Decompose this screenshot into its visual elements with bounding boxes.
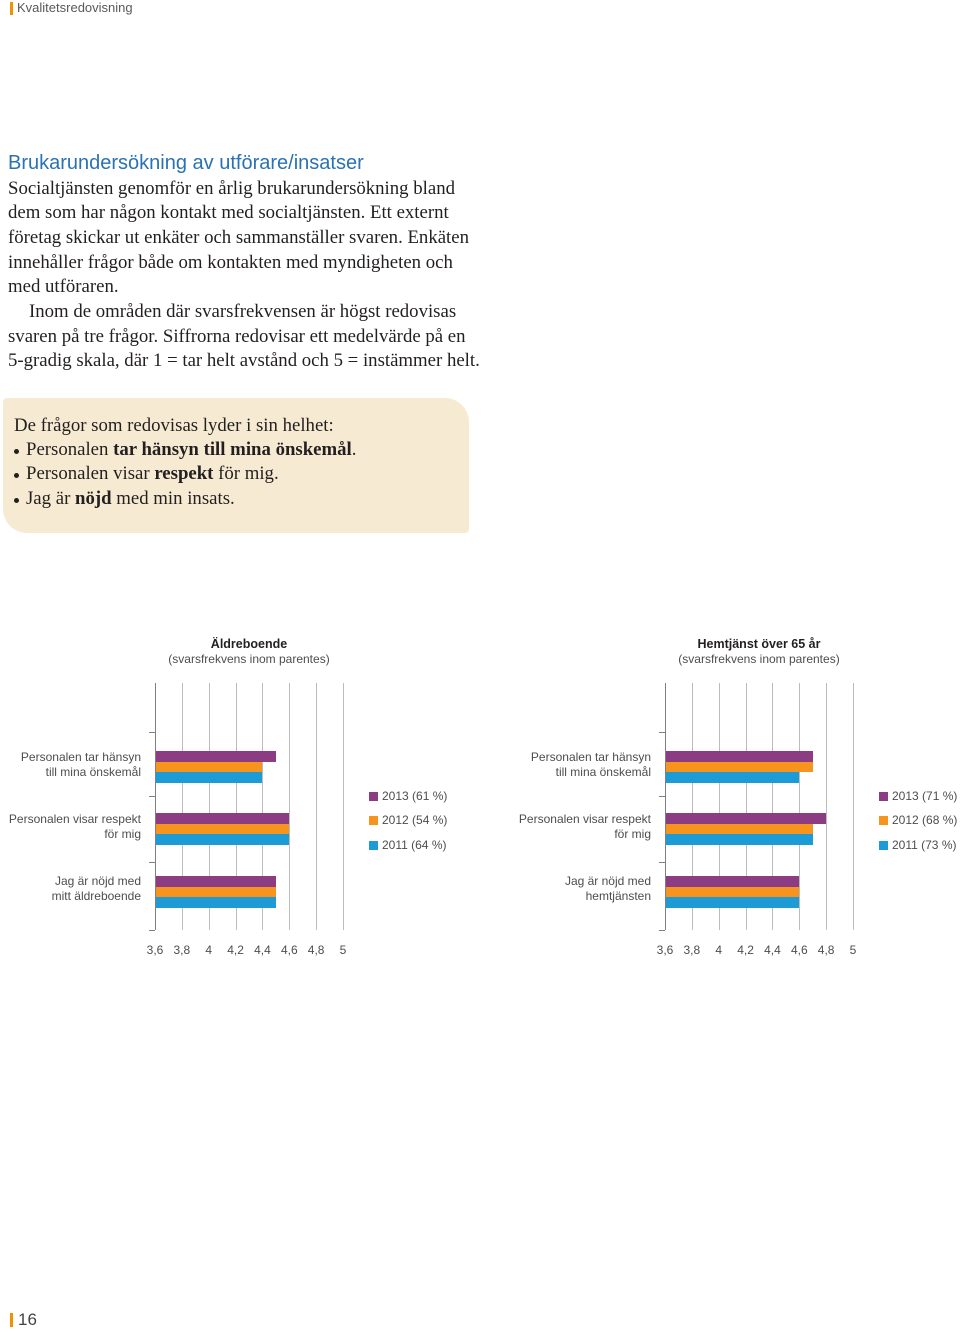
bar-category-2-2012: [155, 824, 289, 834]
legend-label: 2012 (54 %): [382, 813, 448, 828]
info-box-item: [14, 438, 469, 462]
body-text: [8, 177, 480, 375]
body-line: Inom de områden där svarsfrekvensen är högst redovisas: [29, 300, 457, 322]
info-box-item: [14, 462, 469, 486]
gridline: [343, 683, 344, 930]
x-tick-label: 3,8: [173, 943, 191, 957]
legend: [369, 784, 447, 858]
category-label-line: Personalen visar respekt: [518, 811, 651, 826]
chart-hemtjanst: [510, 630, 960, 965]
category-tick-mark: [149, 930, 155, 931]
gridline: [289, 683, 290, 930]
bar-category-3-2013: [665, 876, 799, 887]
category-label-line: Personalen visar respekt: [8, 811, 141, 826]
x-tick-label: 3,8: [683, 943, 701, 957]
legend-label: 2013 (71 %): [892, 788, 958, 803]
bar-category-2-2012: [665, 824, 813, 834]
section-heading: Brukarundersökning av utförare/insatser: [8, 152, 364, 174]
body-line: företag skickar ut enkäter och sammanställer svaren. Enkäten: [8, 226, 469, 248]
running-head: [10, 0, 133, 16]
bar-category-1-2011: [665, 772, 799, 783]
x-tick-label: 5: [849, 943, 857, 957]
bullet-icon: [14, 498, 19, 503]
item-emphasis: nöjd: [75, 487, 112, 509]
body-line: innehåller frågor både om kontakten med myndigheten och: [8, 251, 453, 273]
category-label-line: till mina önskemål: [555, 764, 651, 779]
item-emphasis: respekt: [154, 463, 214, 485]
x-tick-label: 3,6: [656, 943, 674, 957]
legend-item: [369, 808, 447, 833]
x-tick-label: 4,4: [764, 943, 781, 957]
item-text: Jag är: [26, 487, 76, 509]
x-tick-label: 4,8: [307, 943, 325, 957]
legend-label: 2012 (68 %): [892, 813, 958, 828]
x-tick-label: 4,4: [254, 943, 271, 957]
y-axis-line: [155, 683, 156, 930]
legend-swatch: [369, 792, 378, 801]
legend-swatch: [369, 841, 378, 850]
item-text: Personalen visar: [26, 463, 155, 485]
page-number-text: 16: [18, 1310, 37, 1329]
legend-item: [879, 784, 957, 809]
gridline: [826, 683, 827, 930]
bar-category-3-2011: [155, 897, 276, 908]
accent-bar: [10, 1313, 13, 1327]
x-tick-label: 5: [339, 943, 347, 957]
category-label: [0, 750, 141, 780]
x-tick-label: 4,2: [737, 943, 754, 957]
category-label-line: för mig: [614, 826, 651, 841]
bar-category-3-2012: [155, 887, 276, 897]
gridline: [316, 683, 317, 930]
legend-item: [369, 784, 447, 809]
x-tick-label: 4: [205, 943, 213, 957]
bullet-icon: [14, 449, 19, 454]
item-text: .: [351, 438, 357, 460]
body-line: 5-gradig skala, där 1 = tar helt avstånd och 5 = instämmer helt.: [8, 350, 480, 372]
category-label: [0, 874, 141, 904]
info-box-item: [14, 487, 469, 511]
page-number: [10, 1310, 37, 1330]
category-label-line: mitt äldreboende: [51, 888, 141, 903]
legend-label: 2013 (61 %): [382, 788, 448, 803]
bar-category-1-2011: [155, 772, 262, 783]
x-tick-label: 4,8: [817, 943, 835, 957]
chart-subtitle: (svarsfrekvens inom parentes): [168, 652, 330, 666]
category-label-line: Personalen tar hänsyn: [20, 749, 141, 764]
bullet-icon: [14, 473, 19, 478]
info-box: [3, 398, 469, 533]
chart-title: Äldreboende: [210, 637, 288, 651]
legend-item: [369, 833, 447, 858]
category-label: [0, 812, 141, 842]
item-emphasis: tar hänsyn till mina önskemål: [113, 438, 352, 460]
legend-swatch: [879, 816, 888, 825]
bar-category-1-2013: [665, 751, 813, 762]
bar-category-3-2011: [665, 897, 799, 908]
item-text: Personalen: [26, 438, 114, 460]
x-tick-label: 4,6: [790, 943, 808, 957]
category-label-line: Jag är nöjd med: [54, 873, 141, 888]
running-head-text: Kvalitetsredovisning: [17, 0, 133, 15]
plot-area: [656, 683, 857, 957]
bar-category-3-2013: [155, 876, 276, 887]
legend: [879, 784, 957, 858]
plot-area: [146, 683, 347, 957]
category-label-line: hemtjänsten: [585, 888, 651, 903]
category-label: [510, 812, 651, 842]
x-tick-label: 4: [715, 943, 723, 957]
x-tick-label: 4,2: [227, 943, 244, 957]
legend-swatch: [879, 841, 888, 850]
category-label-line: för mig: [104, 826, 141, 841]
bar-category-2-2013: [155, 813, 289, 824]
category-label: [510, 874, 651, 904]
bar-category-2-2011: [155, 834, 289, 845]
legend-swatch: [369, 816, 378, 825]
bar-category-1-2012: [155, 762, 262, 772]
bar-category-2-2013: [665, 813, 826, 824]
body-line: svaren på tre frågor. Siffrorna redovisar ett medelvärde på en: [8, 325, 466, 347]
category-label-line: Jag är nöjd med: [564, 873, 651, 888]
gridline: [853, 683, 854, 930]
info-box-intro: De frågor som redovisas lyder i sin helhet:: [14, 414, 334, 436]
accent-bar: [10, 2, 13, 15]
category-tick-mark: [659, 930, 665, 931]
y-axis-line: [665, 683, 666, 930]
legend-item: [879, 808, 957, 833]
category-label-line: Personalen tar hänsyn: [530, 749, 651, 764]
category-label-line: till mina önskemål: [45, 764, 141, 779]
body-line: dem som har någon kontakt med socialtjänsten. Ett externt: [8, 202, 449, 224]
chart-title: Hemtjänst över 65 år: [697, 637, 821, 651]
legend-swatch: [879, 792, 888, 801]
bar-category-1-2013: [155, 751, 276, 762]
legend-item: [879, 833, 957, 858]
chart-subtitle: (svarsfrekvens inom parentes): [678, 652, 840, 666]
x-tick-label: 3,6: [146, 943, 164, 957]
bar-category-1-2012: [665, 762, 813, 772]
item-text: med min insats.: [111, 487, 235, 509]
category-label: [510, 750, 651, 780]
body-line: med utföraren.: [8, 276, 119, 298]
item-text: för mig.: [213, 463, 279, 485]
legend-label: 2011 (73 %): [892, 837, 957, 852]
body-line: Socialtjänsten genomför en årlig brukarundersökning bland: [8, 177, 455, 199]
bar-category-2-2011: [665, 834, 813, 845]
legend-label: 2011 (64 %): [382, 837, 447, 852]
chart-aldreboende: [0, 630, 450, 965]
x-tick-label: 4,6: [280, 943, 298, 957]
bar-category-3-2012: [665, 887, 799, 897]
gridline: [799, 683, 800, 930]
